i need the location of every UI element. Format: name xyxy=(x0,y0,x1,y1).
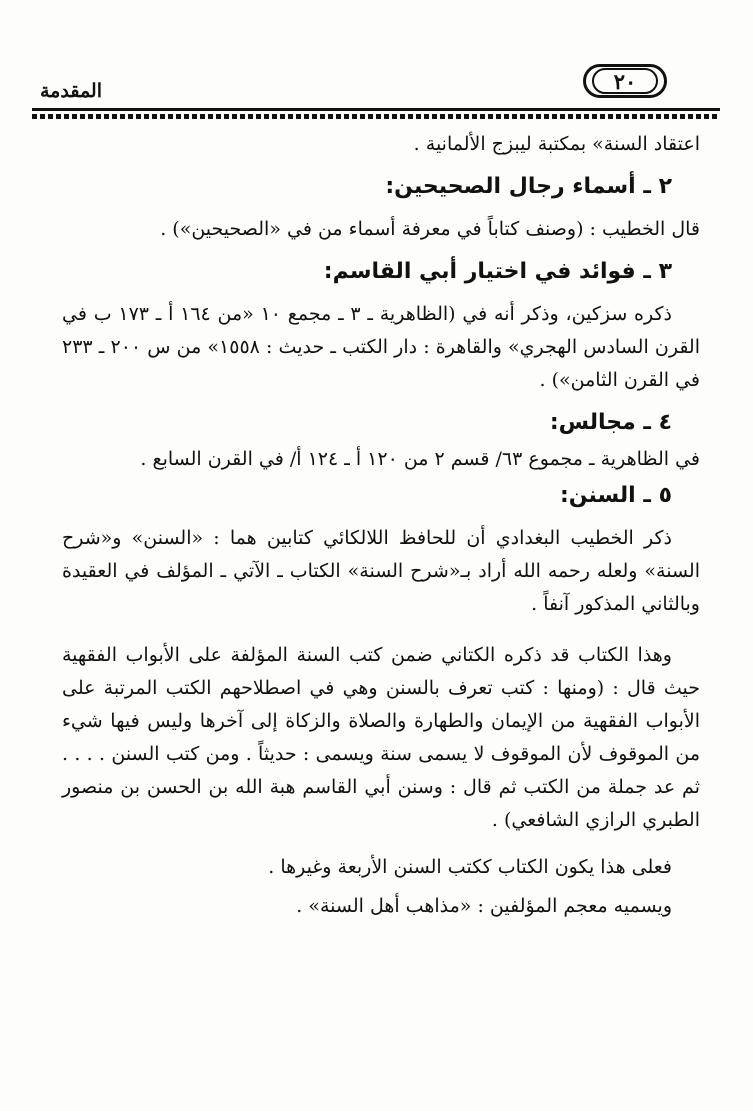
paragraph: ذكر الخطيب البغدادي أن للحافظ اللالكائي كتابين هما : «السنن» و«شرح السنة» ولعله رحمه الله أراد بـ«شرح السنة» الكتاب ـ الآتي ـ المؤلف في العقيدة وبالثاني المذكور آنفاً . xyxy=(62,527,700,615)
header-rule xyxy=(32,108,720,111)
paragraph: اعتقاد السنة» بمكتبة ليبزج الألمانية . xyxy=(413,133,700,155)
paragraph: في الظاهرية ـ مجموع ٦٣/ قسم ٢ من ١٢٠ أ ـ ١٢٤ أ/ في القرن السابع . xyxy=(140,448,700,470)
section-heading: ٥ ـ السنن: xyxy=(559,483,672,508)
page-number: ٢٠ xyxy=(592,68,658,94)
paragraph: ذكره سزكين، وذكر أنه في (الظاهرية ـ ٣ ـ مجمع ١٠ «من ١٦٤ أ ـ ١٧٣ ب في القرن السادس الهجري» والقاهرة : دار الكتب ـ حديث : ١٥٥٨» من س ٢٠٠ ـ ٢٣٣ في القرن الثامن») . xyxy=(62,303,700,391)
running-title: المقدمة xyxy=(40,80,103,102)
section-heading: ٢ ـ أسماء رجال الصحيحين: xyxy=(385,174,672,199)
page-number-badge xyxy=(583,64,667,98)
paragraph: قال الخطيب : (وصنف كتاباً في معرفة أسماء من في «الصحيحين») . xyxy=(160,218,700,240)
header-dotted-rule xyxy=(32,114,720,119)
paragraph: ويسميه معجم المؤلفين : «مذاهب أهل السنة» . xyxy=(296,895,672,917)
section-heading: ٤ ـ مجالس: xyxy=(549,410,672,435)
page-header xyxy=(0,60,753,120)
paragraph: فعلى هذا يكون الكتاب ككتب السنن الأربعة وغيرها . xyxy=(268,856,672,878)
section-heading: ٣ ـ فوائد في اختيار أبي القاسم: xyxy=(323,259,672,284)
paragraph: وهذا الكتاب قد ذكره الكتاني ضمن كتب السنة المؤلفة على الأبواب الفقهية حيث قال : (ومنها : كتب تعرف بالسنن وهي في اصطلاحهم الكتب المرتبة على الأبواب الفقهية من الإيمان والطهارة والصلاة والزكاة إلى آخرها وليس فيها شيء من الموقوف لأن الموقوف لا يسمى سنة ويسمى : حديثاً . ومن كتب السنن . . . . ثم عد جملة من الكتب ثم قال : وسنن أبي القاسم هبة الله بن الحسن بن منصور الطبري الرازي الشافعي) . xyxy=(62,644,700,831)
body-text xyxy=(62,128,700,923)
